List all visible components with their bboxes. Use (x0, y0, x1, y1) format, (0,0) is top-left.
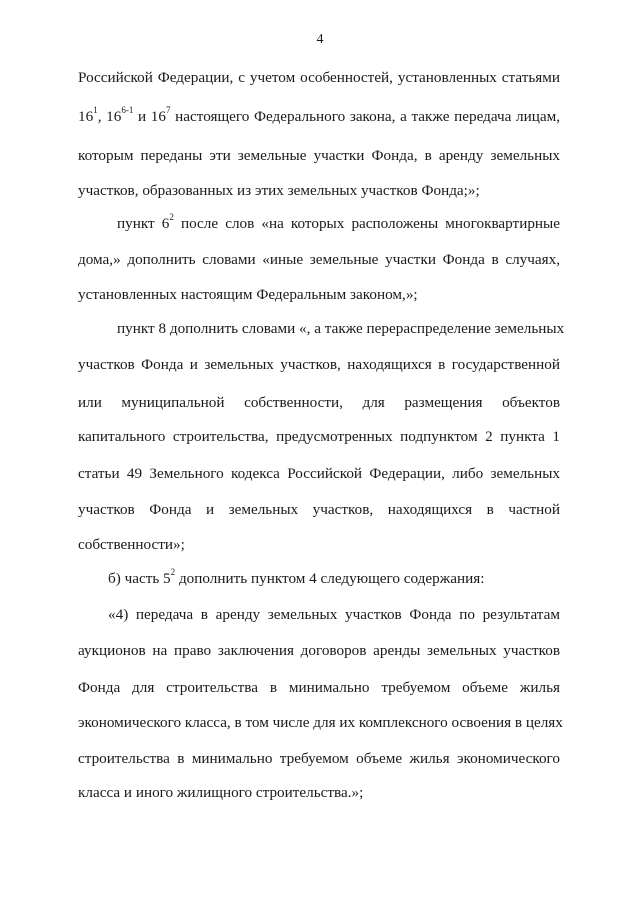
text-run: класса и иного жилищного строительства.»; (78, 784, 364, 801)
page-number: 4 (316, 32, 324, 47)
text-run: которым переданы эти земельные участки Фонда, в аренду земельных (78, 147, 560, 164)
text-run: 16 (78, 108, 94, 125)
text-line (78, 354, 560, 376)
text-run: и 16 (133, 108, 166, 125)
text-run: б) часть 5 (108, 570, 171, 587)
text-line (108, 568, 560, 590)
text-line (117, 318, 565, 340)
text-run: после слов «на которых расположены многоквартирные (173, 215, 560, 232)
text-line (78, 249, 560, 271)
text-run: настоящего Федерального закона, а также передача лицам, (170, 108, 561, 125)
text-line (78, 748, 560, 770)
text-run: Фонда для строительства в минимально требуемом объеме жилья (78, 679, 560, 696)
text-line (78, 67, 560, 89)
text-line (78, 180, 560, 202)
text-line (78, 782, 560, 804)
text-run: капитального строительства, предусмотренных подпунктом 2 пункта 1 (78, 428, 560, 445)
text-line (78, 106, 560, 128)
text-run: Российской Федерации, с учетом особенностей, установленных статьями (78, 69, 560, 86)
text-line (78, 499, 560, 521)
text-line (78, 284, 560, 306)
superscript: 2 (169, 211, 174, 222)
text-run: пункт 8 дополнить словами «, а также перераспределение земельных (117, 320, 565, 337)
text-line (108, 604, 560, 626)
text-run: или муниципальной собственности, для размещения объектов (78, 394, 560, 411)
text-run: установленных настоящим Федеральным законом,»; (78, 286, 418, 303)
text-line (78, 534, 560, 556)
text-run: , 16 (97, 108, 122, 125)
text-line (78, 426, 560, 448)
text-line (78, 677, 560, 699)
superscript: 1 (93, 104, 98, 115)
text-line (78, 392, 560, 414)
text-run: пункт 6 (117, 215, 170, 232)
superscript: 6-1 (121, 104, 134, 115)
superscript: 2 (170, 566, 176, 577)
text-run: аукционов на право заключения договоров аренды земельных участков (78, 642, 560, 659)
text-run: строительства в минимально требуемом объеме жилья экономического (78, 750, 560, 767)
superscript: 7 (165, 104, 171, 115)
text-line (78, 712, 563, 734)
text-run: участков Фонда и земельных участков, находящихся в частной (78, 501, 560, 518)
text-run: экономического класса, в том числе для их комплексного освоения в целях (78, 714, 563, 731)
text-run: «4) передача в аренду земельных участков Фонда по результатам (108, 606, 560, 623)
text-run: дополнить пунктом 4 следующего содержания: (175, 570, 485, 587)
text-line (117, 213, 560, 235)
text-line (78, 463, 560, 485)
text-run: участков, образованных из этих земельных участков Фонда;»; (78, 182, 480, 199)
text-line (78, 640, 560, 662)
text-run: собственности»; (78, 536, 185, 553)
text-run: дома,» дополнить словами «иные земельные участки Фонда в случаях, (78, 251, 560, 268)
text-run: участков Фонда и земельных участков, находящихся в государственной (78, 356, 560, 373)
text-line (78, 145, 560, 167)
text-run: статьи 49 Земельного кодекса Российской Федерации, либо земельных (78, 465, 560, 482)
